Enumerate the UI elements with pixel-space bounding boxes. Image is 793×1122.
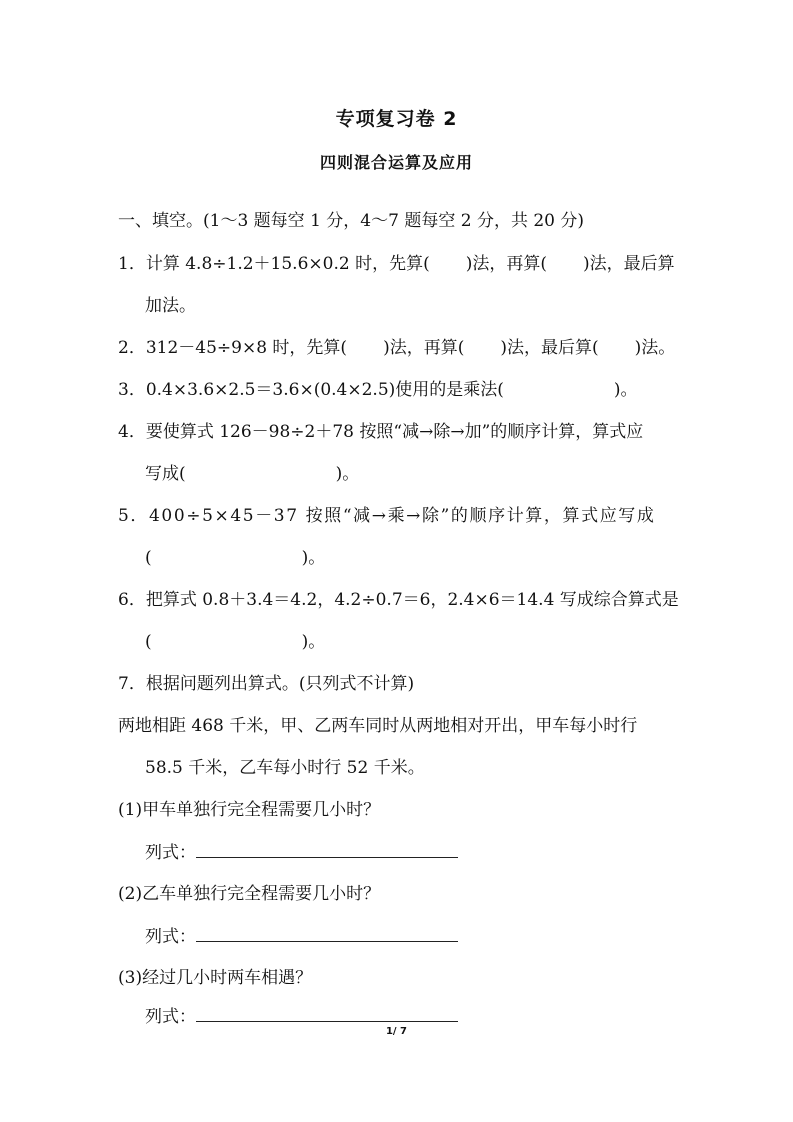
formula-answer-line-1[interactable]: [196, 839, 458, 858]
question-4-line-2: [145, 461, 359, 487]
question-7-sub-2: (2)乙车单独行完全程需要几小时？: [118, 884, 381, 904]
q6-text-2: )。: [301, 632, 326, 652]
formula-label: 列式：: [145, 927, 196, 947]
q2-text-1: 2．312－45÷9×8 时，先算(: [118, 338, 348, 358]
section-heading: 一、填空。(1～3 题每空 1 分，4～7 题每空 2 分，共 20 分): [118, 211, 585, 231]
formula-answer-line-2[interactable]: [196, 923, 458, 942]
q2-text-3: )法，最后算(: [500, 338, 599, 358]
question-7-sub-3: (3)经过几小时两车相遇？: [118, 968, 313, 988]
q3-text-1: 3．0.4×3.6×2.5＝3.6×(0.4×2.5)使用的是乘法(: [118, 380, 504, 400]
question-7: 7．根据问题列出算式。(只列式不计算): [118, 674, 415, 694]
q2-text-4: )法。: [634, 338, 676, 358]
question-6: 6．把算式 0.8＋3.4＝4.2，4.2÷0.7＝6，2.4×6＝14.4 写成综合算式是: [118, 590, 679, 610]
page-title: 专项复习卷 2: [335, 108, 458, 130]
q3-text-2: )。: [613, 380, 638, 400]
q4-text-2: )。: [335, 464, 360, 484]
q1-text-2: )法，再算(: [465, 254, 547, 274]
page-number: 1/ 7: [385, 1026, 408, 1037]
page-subtitle: 四则混合运算及应用: [319, 153, 473, 172]
question-7-context-2: 58.5 千米，乙车每小时行 52 千米。: [145, 758, 425, 778]
formula-row-2: [145, 923, 458, 950]
q5-text-2: )。: [301, 548, 326, 568]
question-2: [118, 335, 675, 361]
formula-label: 列式：: [145, 1007, 196, 1027]
formula-label: 列式：: [145, 843, 196, 863]
question-1: [118, 251, 675, 277]
q1-text-1: 1．计算 4.8÷1.2＋15.6×0.2 时，先算(: [118, 254, 430, 274]
question-6-line-2: [145, 629, 325, 655]
formula-answer-line-3[interactable]: [196, 1003, 458, 1022]
formula-row-1: [145, 839, 458, 866]
question-7-sub-1: (1)甲车单独行完全程需要几小时？: [118, 800, 381, 820]
question-3: [118, 377, 638, 403]
question-5: 5．400÷5×45－37 按照“减→乘→除”的顺序计算，算式应写成: [118, 506, 656, 526]
question-1-line-2: 加法。: [145, 296, 196, 316]
question-7-context-1: 两地相距 468 千米，甲、乙两车同时从两地相对开出，甲车每小时行: [118, 716, 638, 736]
question-5-line-2: [145, 545, 325, 571]
q4-text-1: 写成(: [145, 464, 186, 484]
q1-text-3: )法，最后算: [582, 254, 675, 274]
q5-text-1: (: [145, 548, 152, 568]
q2-text-2: )法，再算(: [383, 338, 465, 358]
question-4: 4．要使算式 126－98÷2＋78 按照“减→除→加”的顺序计算，算式应: [118, 422, 644, 442]
q6-text-1: (: [145, 632, 152, 652]
